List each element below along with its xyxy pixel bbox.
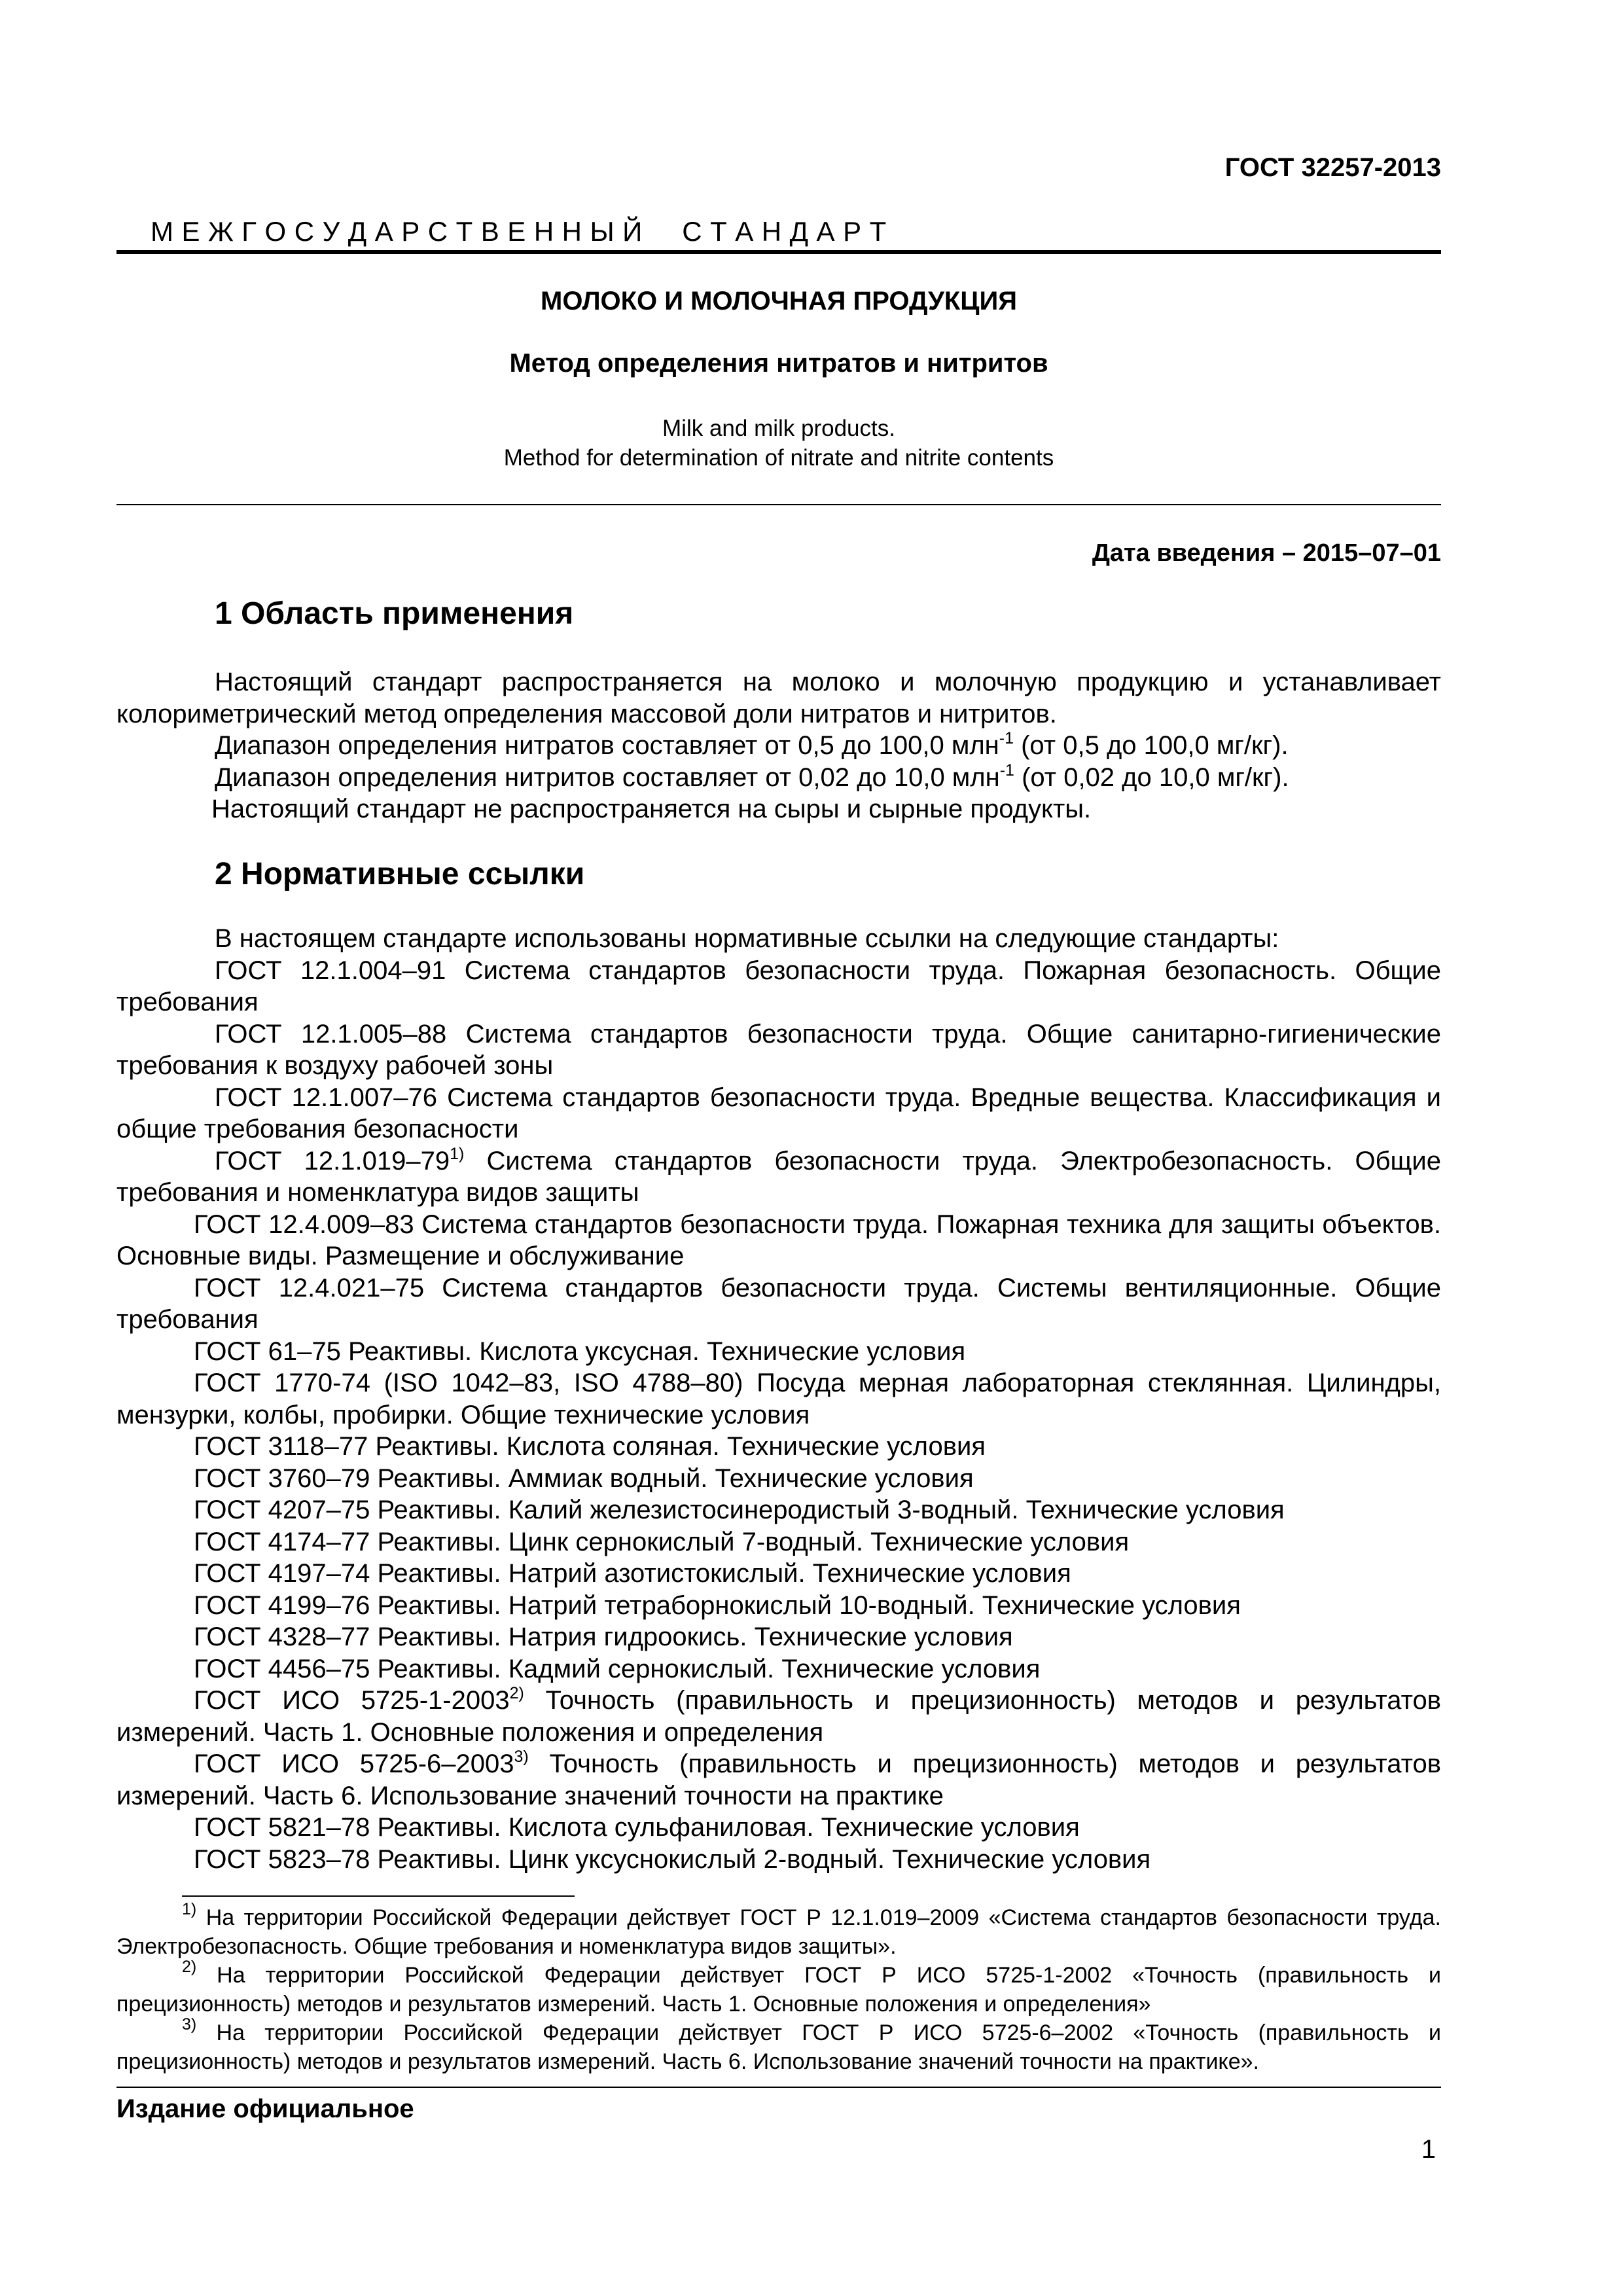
reference-item: ГОСТ 12.4.021–75 Система стандартов безопасности труда. Системы вентиляционные. Общие требования	[116, 1273, 1441, 1334]
reference-item: ГОСТ 12.4.009–83 Система стандартов безопасности труда. Пожарная техника для защиты объектов. Основные виды. Размещение и обслуживание	[116, 1210, 1441, 1270]
header-rule	[116, 250, 1441, 254]
reference-item: ГОСТ 4456–75 Реактивы. Кадмий сернокислый. Технические условия	[194, 1654, 1041, 1683]
section-2-body	[116, 923, 1441, 1875]
reference-item: ГОСТ 4207–75 Реактивы. Калий железистосинеродистый 3-водный. Технические условия	[194, 1496, 1285, 1524]
footnote-1-mark: 1)	[182, 1900, 197, 1918]
scope-paragraph: Настоящий стандарт распространяется на молоко и молочную продукцию и устанавливает колориметрический метод определения массовой доли нитратов и нитритов.	[116, 668, 1441, 728]
reference-item: ГОСТ 4199–76 Реактивы. Натрий тетраборнокислый 10-водный. Технические условия	[194, 1590, 1241, 1620]
reference-item: ГОСТ ИСО 5725-6–2003$^{3)}$ Точность (правильность и прецизионность) методов и результатов измерений. Часть 6. Использование значений точности на практике	[116, 1748, 1441, 1810]
reference-item: ГОСТ 4328–77 Реактивы. Натрия гидроокись. Технические условия	[194, 1623, 1013, 1651]
reference-item: ГОСТ 12.1.019–79$^{1)}$ Система стандартов безопасности труда. Электробезопасность. Общие требования и номенклатура видов защиты	[116, 1144, 1442, 1207]
reference-item: ГОСТ 4197–74 Реактивы. Натрий азотистокислый. Технические условия	[194, 1559, 1071, 1588]
footnote-2-mark: 2)	[182, 1958, 197, 1976]
footnote-1: $^{1)}$ На территории Российской Федерации действует ГОСТ Р 12.1.019–2009 «Система стандартов безопасности труда. Электробезопасность. Общие требования и номенклатура видов защиты».	[116, 1900, 1441, 1959]
references-intro: В настоящем стандарте использованы нормативные ссылки на следующие стандарты:	[215, 924, 1279, 953]
reference-item: ГОСТ 5823–78 Реактивы. Цинк уксуснокислый 2-водный. Технические условия	[194, 1844, 1151, 1874]
reference-item: ГОСТ 5821–78 Реактивы. Кислота сульфаниловая. Технические условия	[194, 1813, 1080, 1842]
document-subtitle: Метод определения нитратов и нитритов	[509, 349, 1048, 378]
footer-rule	[116, 2087, 1441, 2088]
introduction-date: Дата введения – 2015–07–01	[1092, 539, 1441, 567]
footnote-3: $^{3)}$ На территории Российской Федерации действует ГОСТ Р ИСО 5725-6–2002 «Точность (правильность и прецизионность) методов и результатов измерений. Часть 6. Использование значений точности на практике».	[116, 2015, 1441, 2074]
reference-item: ГОСТ 4174–77 Реактивы. Цинк сернокислый 7-водный. Технические условия	[194, 1527, 1130, 1556]
page-number: 1	[1421, 2135, 1436, 2164]
footnote-3-mark: 3)	[182, 2015, 197, 2034]
english-title-line-2: Method for determination of nitrate and nitrite contents	[503, 445, 1054, 471]
document-title: МОЛОКО И МОЛОЧНАЯ ПРОДУКЦИЯ	[541, 287, 1017, 315]
section-1-heading: 1 Область применения	[215, 596, 574, 631]
reference-item: ГОСТ 61–75 Реактивы. Кислота уксусная. Технические условия	[194, 1336, 966, 1366]
reference-item: ГОСТ 3118–77 Реактивы. Кислота соляная. Технические условия	[194, 1432, 986, 1461]
interstate-standard-label: М Е Ж Г О С У Д А Р С Т В Е Н Н Ы Й С Т А Н Д А Р Т	[151, 216, 887, 247]
nitrate-range-paragraph: Диапазон определения нитратов составляет от 0,5 до 100,0 млн$^{-1}$ (от 0,5 до 100,0 мг/кг).	[215, 729, 1289, 760]
footnotes	[116, 1900, 1441, 2076]
exclusion-paragraph: Настоящий стандарт не распространяется на сыры и сырные продукты.	[211, 795, 1092, 823]
footnote-separator	[182, 1895, 575, 1897]
document-number: ГОСТ 32257-2013	[1224, 153, 1441, 182]
english-title	[116, 414, 1441, 473]
reference-item: ГОСТ 12.1.004–91 Система стандартов безопасности труда. Пожарная безопасность. Общие требования	[116, 956, 1441, 1016]
reference-item: ГОСТ 1770-74 (ISO 1042–83, ISO 4788–80) Посуда мерная лабораторная стеклянная. Цилиндры, мензурки, колбы, пробирки. Общие технические условия	[116, 1369, 1441, 1429]
reference-item: ГОСТ 12.1.007–76 Система стандартов безопасности труда. Вредные вещества. Классификация и общие требования безопасности	[116, 1083, 1441, 1143]
title-rule	[116, 504, 1441, 505]
footnote-2: $^{2)}$ На территории Российской Федерации действует ГОСТ Р ИСО 5725-1-2002 «Точность (правильность и прецизионность) методов и результатов измерений. Часть 1. Основные положения и определения»	[116, 1958, 1441, 2017]
nitrite-range-paragraph: Диапазон определения нитритов составляет от 0,02 до 10,0 млн$^{-1}$ (от 0,02 до 10,0 мг/кг).	[215, 761, 1289, 792]
official-edition-label: Издание официальное	[116, 2094, 414, 2123]
english-title-line-1: Milk and milk products.	[662, 416, 895, 441]
reference-item: ГОСТ 3760–79 Реактивы. Аммиак водный. Технические условия	[194, 1463, 974, 1493]
reference-item: ГОСТ 12.1.005–88 Система стандартов безопасности труда. Общие санитарно-гигиенические требования к воздуху рабочей зоны	[116, 1019, 1441, 1080]
section-2-heading: 2 Нормативные ссылки	[215, 857, 585, 891]
section-1-body	[116, 666, 1441, 825]
reference-item: ГОСТ ИСО 5725-1-2003$^{2)}$ Точность (правильность и прецизионность) методов и результатов измерений. Часть 1. Основные положения и определения	[116, 1684, 1441, 1747]
